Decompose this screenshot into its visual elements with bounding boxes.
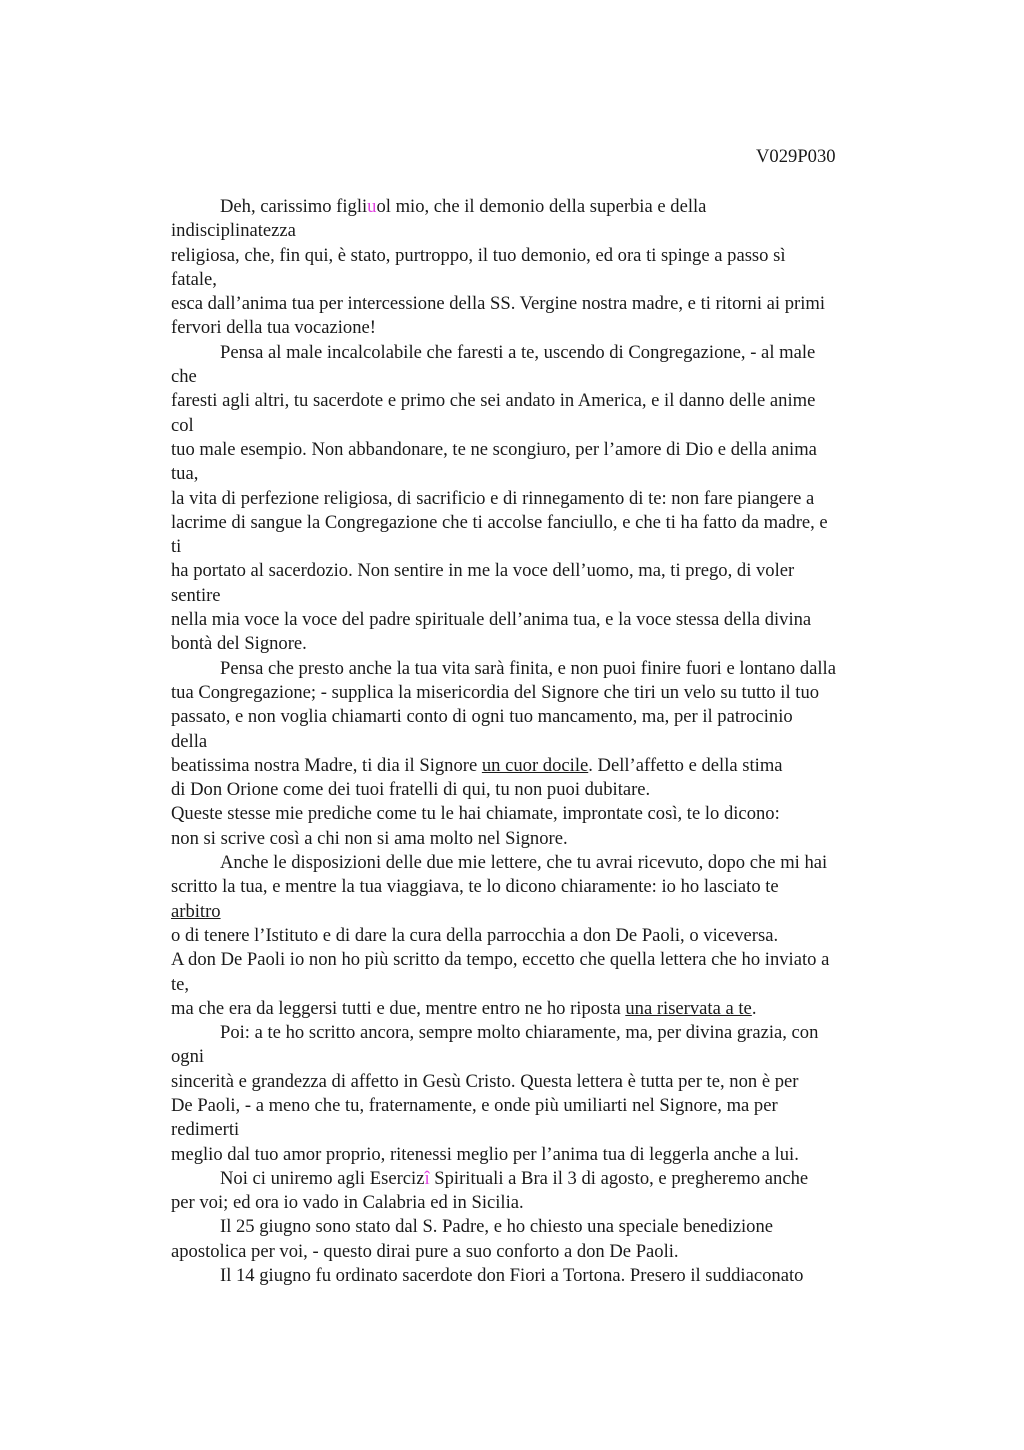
- paragraph-first-line: [171, 1021, 931, 1045]
- text-run: per voi; ed ora io vado in Calabria ed in Sicilia.: [171, 1192, 524, 1214]
- paragraph-first-line: [171, 1167, 931, 1191]
- text-run: non si scrive così a chi non si ama molto nel Signore.: [171, 827, 568, 849]
- text-run: tua,: [171, 463, 199, 485]
- text-run: Il 14 giugno fu ordinato sacerdote don Fiori a Tortona. Presero il suddiaconato: [220, 1265, 804, 1287]
- text-line: [171, 535, 931, 559]
- text-line: [171, 900, 931, 924]
- text-line: [171, 1240, 931, 1264]
- text-line: [171, 632, 931, 656]
- text-run: col: [171, 414, 194, 436]
- text-line: [171, 875, 931, 899]
- text-line: [171, 1045, 931, 1069]
- text-line: [171, 681, 931, 705]
- text-run: Deh, carissimo figli: [220, 196, 368, 217]
- text-run: redimerti: [171, 1119, 240, 1141]
- text-line: [171, 389, 931, 413]
- text-line: [171, 1094, 931, 1118]
- text-run: fatale,: [171, 268, 217, 290]
- text-line: [171, 730, 931, 754]
- text-run: ol mio, che il demonio della superbia e della: [376, 196, 707, 217]
- text-line: [171, 924, 931, 948]
- page-identifier: V029P030: [756, 146, 836, 167]
- text-run: indisciplinatezza: [171, 220, 296, 242]
- text-line: [171, 802, 931, 826]
- text-line: [171, 292, 931, 316]
- text-run: sentire: [171, 584, 221, 606]
- text-line: [171, 244, 931, 268]
- text-run: apostolica per voi, - questo dirai pure a suo conforto a don De Paoli.: [171, 1240, 679, 1262]
- text-run: te,: [171, 973, 190, 995]
- text-line: [171, 584, 931, 608]
- text-line: [171, 1143, 931, 1167]
- text-run: esca dall’anima tua per intercessione della SS. Vergine nostra madre, e ti ritorni ai primi: [171, 293, 826, 315]
- text-run: De Paoli, - a meno che tu, fraternamente, e onde più umiliarti nel Signore, ma per: [171, 1094, 778, 1116]
- text-line: [171, 827, 931, 851]
- text-run: ma che era da leggersi tutti e due, mentre entro ne ho riposta: [171, 997, 626, 1019]
- text-run: ogni: [171, 1046, 205, 1068]
- text-run: ha portato al sacerdozio. Non sentire in me la voce dell’uomo, ma, ti prego, di voler: [171, 560, 795, 582]
- text-line: [171, 608, 931, 632]
- text-run: A don De Paoli io non ho più scritto da tempo, eccetto che quella lettera che ho inviato a: [171, 949, 830, 971]
- underlined-text: arbitro: [171, 900, 221, 922]
- text-line: [171, 1191, 931, 1215]
- text-run: ti: [171, 536, 182, 558]
- text-run: tuo male esempio. Non abbandonare, te ne scongiuro, per l’amore di Dio e della anima: [171, 438, 817, 460]
- text-line: [171, 997, 931, 1021]
- letter-body: [171, 195, 931, 1288]
- text-run: Noi ci uniremo agli Eserciz: [220, 1167, 425, 1189]
- text-line: [171, 438, 931, 462]
- text-line: [171, 316, 931, 340]
- text-line: [171, 973, 931, 997]
- text-run: o di tenere l’Istituto e di dare la cura della parrocchia a don De Paoli, o viceversa.: [171, 924, 779, 946]
- text-run: Pensa che presto anche la tua vita sarà finita, e non puoi finire fuori e lontano dalla: [220, 657, 836, 679]
- text-run: faresti agli altri, tu sacerdote e primo che sei andato in America, e il danno delle anime: [171, 390, 816, 412]
- text-run: lacrime di sangue la Congregazione che ti accolse fanciullo, e che ti ha fatto da madre, e: [171, 511, 828, 533]
- text-run: passato, e non voglia chiamarti conto di ogni tuo mancamento, ma, per il patrocinio: [171, 706, 793, 728]
- text-line: [171, 487, 931, 511]
- paragraph-first-line: [171, 341, 931, 365]
- paragraph-first-line: [171, 657, 931, 681]
- highlighted-character: u: [367, 196, 377, 217]
- text-run: beatissima nostra Madre, ti dia il Signore: [171, 754, 482, 776]
- text-run: la vita di perfezione religiosa, di sacrificio e di rinnegamento di te: non fare piangere a: [171, 487, 815, 509]
- text-run: Spirituali a Bra il 3 di agosto, e pregheremo anche: [429, 1167, 809, 1189]
- text-run: Queste stesse mie prediche come tu le hai chiamate, improntate così, te lo dicono:: [171, 803, 780, 825]
- text-line: [171, 705, 931, 729]
- paragraph-first-line: [171, 851, 931, 875]
- text-run: meglio dal tuo amor proprio, ritenessi meglio per l’anima tua di leggerla anche a lui.: [171, 1143, 799, 1165]
- text-run: bontà del Signore.: [171, 633, 307, 655]
- text-run: tua Congregazione; - supplica la misericordia del Signore che tiri un velo su tutto il tuo: [171, 681, 820, 703]
- paragraph-first-line: [171, 195, 931, 219]
- text-line: [171, 511, 931, 535]
- text-line: [171, 559, 931, 583]
- text-run: Il 25 giugno sono stato dal S. Padre, e ho chiesto una speciale benedizione: [220, 1216, 774, 1238]
- highlighted-character: î: [424, 1167, 430, 1189]
- text-run: Poi: a te ho scritto ancora, sempre molto chiaramente, ma, per divina grazia, con: [220, 1022, 819, 1044]
- text-run: Pensa al male incalcolabile che faresti a te, uscendo di Congregazione, - al male: [220, 341, 816, 363]
- text-line: [171, 754, 931, 778]
- underlined-text: una riservata a te: [625, 997, 752, 1019]
- text-line: [171, 462, 931, 486]
- text-run: che: [171, 366, 197, 388]
- text-run: .: [751, 997, 757, 1019]
- underlined-text: un cuor docile: [481, 754, 589, 776]
- text-line: [171, 365, 931, 389]
- paragraph-first-line: [171, 1215, 931, 1239]
- text-run: . Dell’affetto e della stima: [588, 754, 783, 776]
- text-run: sincerità e grandezza di affetto in Gesù Cristo. Questa lettera è tutta per te, non è per: [171, 1070, 799, 1092]
- text-line: [171, 268, 931, 292]
- text-run: Anche le disposizioni delle due mie lettere, che tu avrai ricevuto, dopo che mi hai: [220, 852, 828, 874]
- text-line: [171, 1070, 931, 1094]
- text-line: [171, 948, 931, 972]
- text-run: di Don Orione come dei tuoi fratelli di qui, tu non puoi dubitare.: [171, 779, 651, 801]
- text-line: [171, 778, 931, 802]
- text-run: scritto la tua, e mentre la tua viaggiava, te lo dicono chiaramente: io ho lasciato te: [171, 876, 779, 898]
- text-run: fervori della tua vocazione!: [171, 317, 376, 339]
- text-line: [171, 219, 931, 243]
- text-run: nella mia voce la voce del padre spirituale dell’anima tua, e la voce stessa della divina: [171, 609, 812, 631]
- text-run: religiosa, che, fin qui, è stato, purtroppo, il tuo demonio, ed ora ti spinge a passo sì: [171, 244, 786, 266]
- text-line: [171, 414, 931, 438]
- text-line: [171, 1118, 931, 1142]
- text-run: della: [171, 730, 208, 752]
- paragraph-first-line: [171, 1264, 931, 1288]
